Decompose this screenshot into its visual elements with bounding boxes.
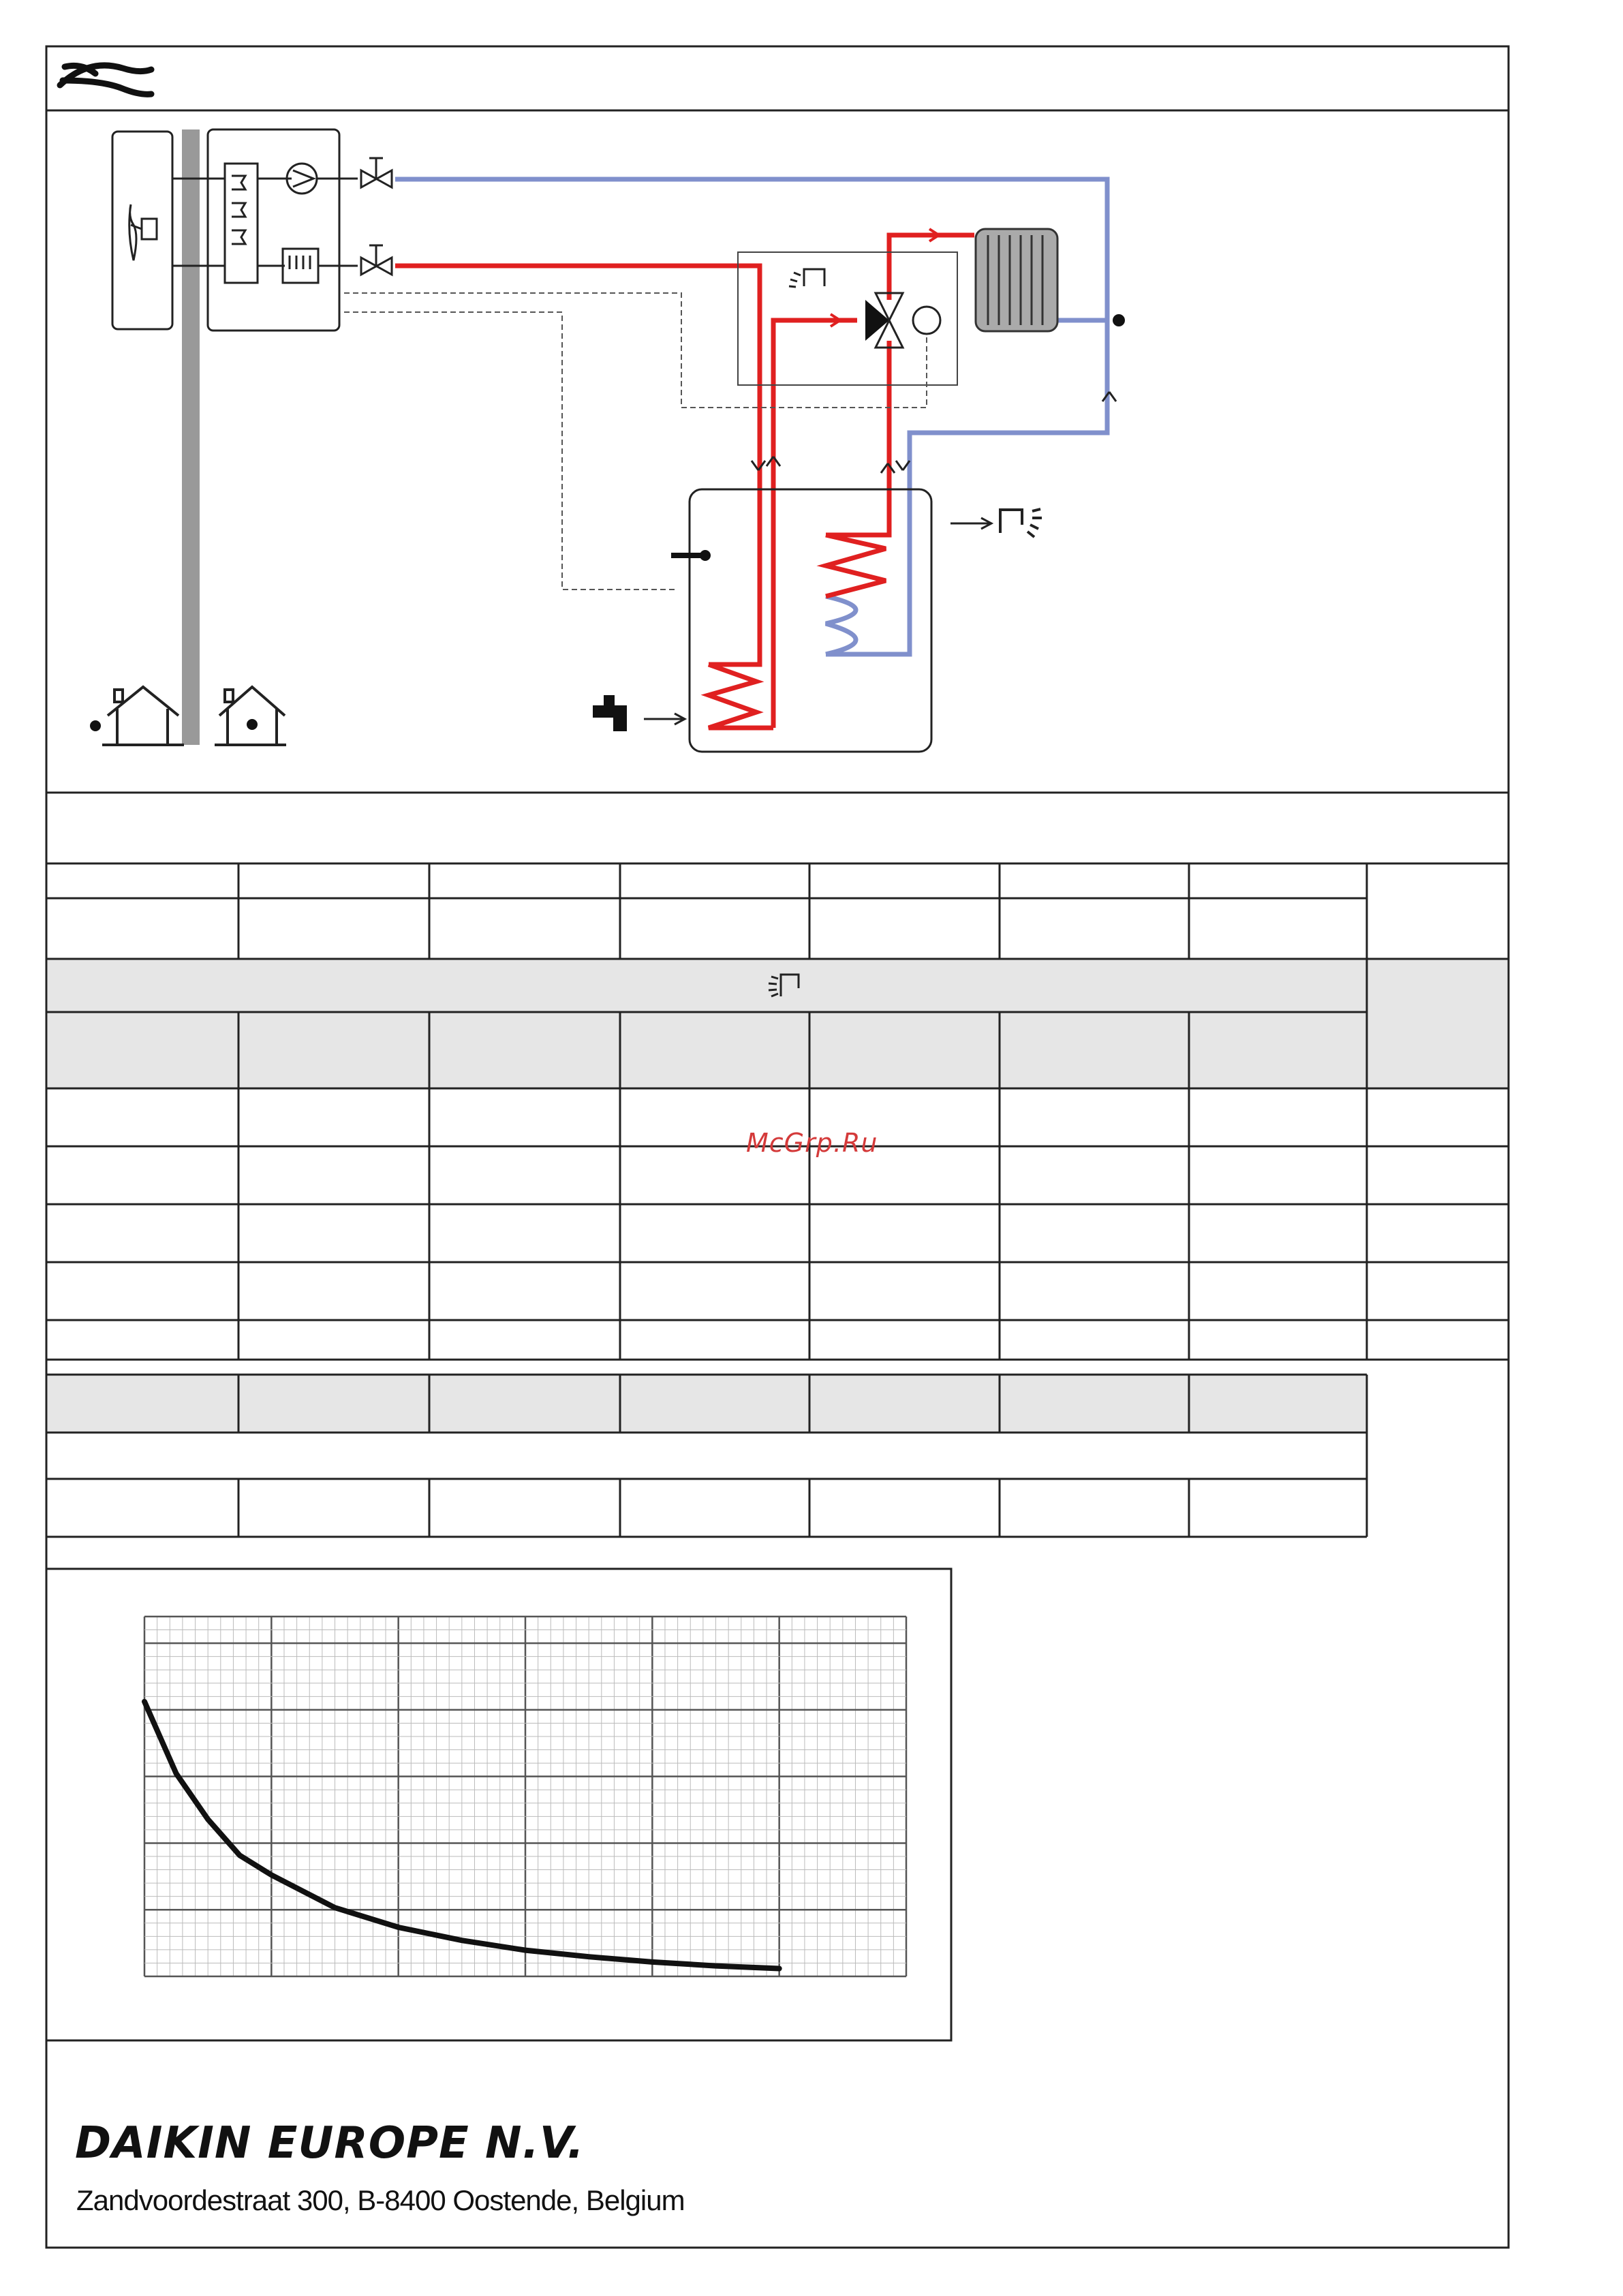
fan-icon [129,204,157,260]
shower-icon [789,269,824,287]
performance-table [46,863,1509,1360]
chart-grid [144,1617,906,1976]
upper-coil-hot [826,535,886,596]
indoor-unit [208,129,339,331]
company-address: Zandvoordestraat 300, B-8400 Oostende, Belgium [76,2184,685,2216]
secondary-table [46,1375,1367,1537]
backup-heater [283,249,318,283]
watermark: McGrp.Ru [746,1128,878,1158]
pliers-icon [60,65,151,94]
radiator-icon [976,229,1057,331]
building-wall [182,129,200,745]
three-way-valve [865,293,940,348]
shower-icon [1000,509,1042,537]
shutoff-valve-return [361,158,392,187]
chart-frame [46,1569,951,2040]
system-schematic [90,129,1125,752]
lower-coil [709,664,773,728]
house-icon [215,687,286,745]
pipe-junction [1113,314,1125,326]
hot-water-tank [690,489,931,752]
house-icon [102,687,184,745]
faucet-icon [593,695,627,731]
company-name: DAIKIN EUROPE N.V. [75,2118,585,2169]
shutoff-valve-supply [361,245,392,275]
